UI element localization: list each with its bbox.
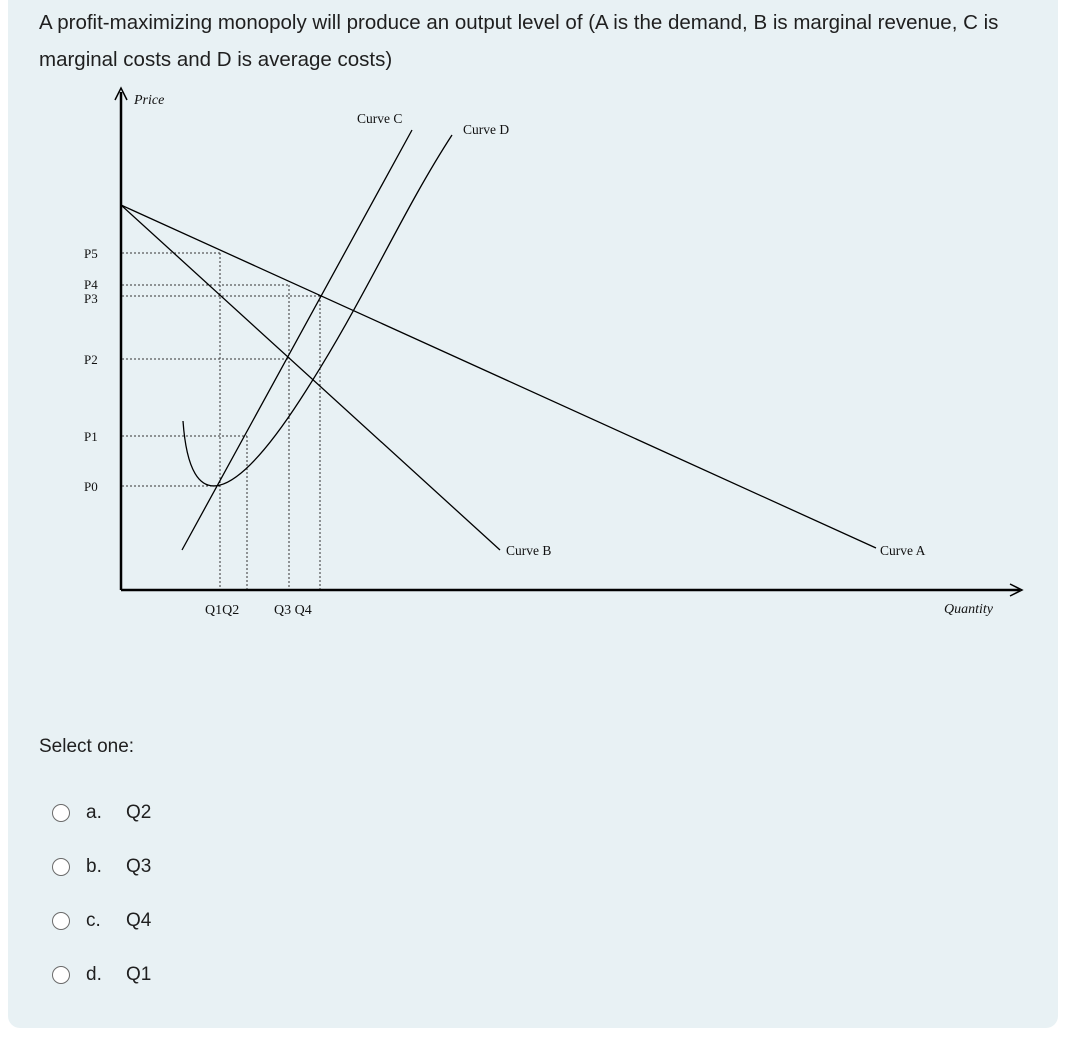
price-label-p0: P0 <box>84 479 98 494</box>
option-a-letter: a. <box>86 802 102 823</box>
axes <box>115 88 1022 596</box>
guide-lines <box>122 253 320 589</box>
option-c-letter: c. <box>86 910 101 931</box>
question-text: A profit-maximizing monopoly will produce an output level of (A is the demand, B is marginal revenue, C is marginal costs and D is average costs) <box>39 11 999 71</box>
price-labels <box>84 246 98 494</box>
option-a[interactable] <box>52 786 151 840</box>
radio-c[interactable] <box>52 912 70 930</box>
quantity-label-q3q4: Q3 Q4 <box>274 603 312 618</box>
price-label-p2: P2 <box>84 352 98 367</box>
price-label-p5: P5 <box>84 246 98 261</box>
curve-c-label: Curve C <box>357 111 403 126</box>
radio-b[interactable] <box>52 858 70 876</box>
curve-c-line <box>182 130 412 550</box>
radio-d[interactable] <box>52 966 70 984</box>
price-label-p1: P1 <box>84 429 98 444</box>
answer-options <box>52 786 151 1002</box>
curve-a-label: Curve A <box>880 543 926 558</box>
quantity-labels <box>205 603 312 618</box>
option-d[interactable] <box>52 948 151 1002</box>
price-label-p4: P4 <box>84 277 98 292</box>
option-a-text: Q2 <box>126 802 152 823</box>
option-c[interactable] <box>52 894 151 948</box>
curve-a-line <box>121 205 876 548</box>
curve-d-label: Curve D <box>463 122 510 137</box>
option-b-text: Q3 <box>126 856 152 877</box>
option-b-letter: b. <box>86 856 102 877</box>
curves <box>121 130 876 550</box>
price-label-p3: P3 <box>84 291 98 306</box>
option-d-text: Q1 <box>126 964 152 985</box>
option-d-letter: d. <box>86 964 102 985</box>
x-axis-label: Quantity <box>944 602 993 617</box>
quantity-label-q1q2: Q1Q2 <box>205 603 240 618</box>
curve-labels <box>357 111 926 558</box>
curve-b-label: Curve B <box>506 543 552 558</box>
curve-d-line <box>183 135 452 486</box>
option-b[interactable] <box>52 840 151 894</box>
y-axis-label: Price <box>134 93 165 108</box>
curve-b-line <box>121 205 500 550</box>
select-one-label: Select one: <box>39 736 135 757</box>
radio-a[interactable] <box>52 804 70 822</box>
option-c-text: Q4 <box>126 910 152 931</box>
